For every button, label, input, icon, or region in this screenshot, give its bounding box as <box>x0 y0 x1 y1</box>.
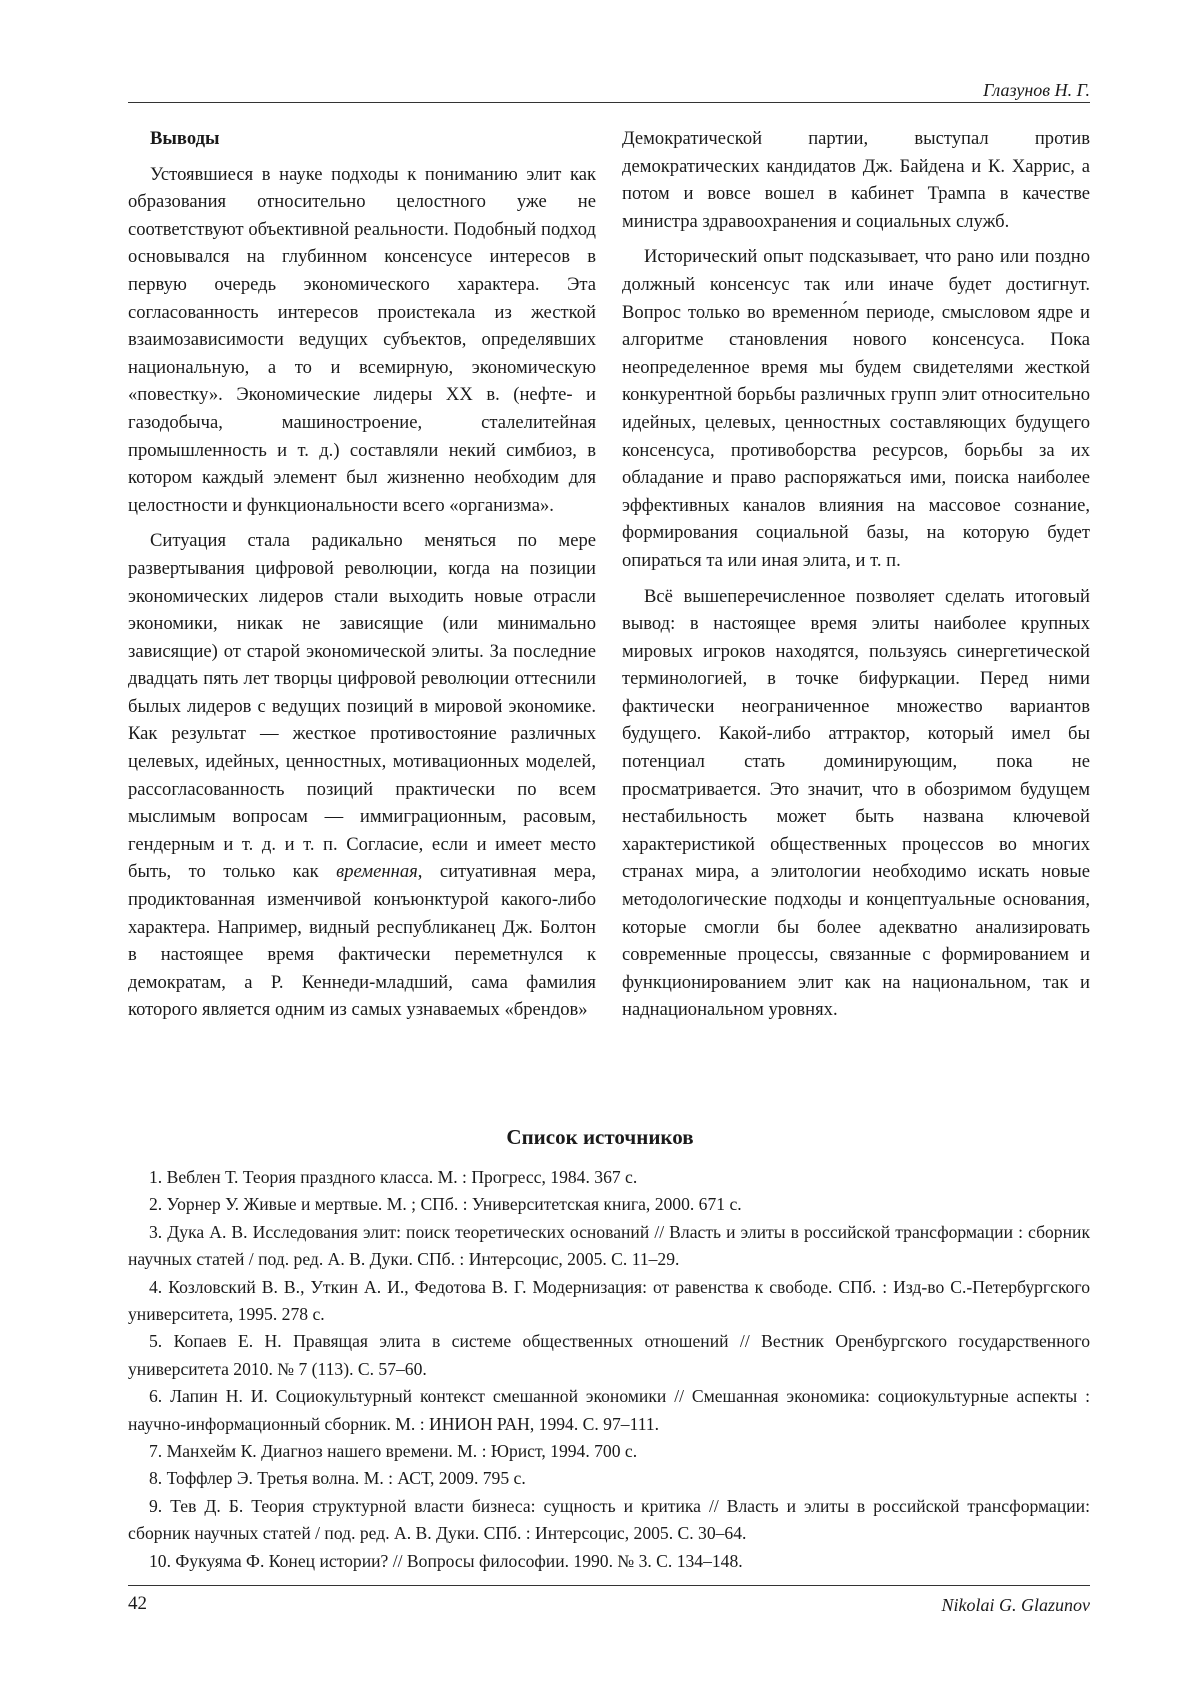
references-list <box>128 1164 1090 1575</box>
reference-item: 10. Фукуяма Ф. Конец истории? // Вопросы философии. 1990. № 3. С. 134–148. <box>149 1550 743 1571</box>
paragraph <box>128 527 596 1024</box>
right-column <box>622 125 1090 1032</box>
paragraph: Устоявшиеся в науке подходы к пониманию элит как образования относительно целостного уже не соответствуют объективной реальности. Подобный подход основывался на глубинном консенсусе интересов в первую очередь экономического характера. Эта согласованность интересов проистекала из жесткой взаимозависимости ведущих субъектов, определявших национальную, а то и всемирную, экономическую «повестку». Экономические лидеры XX в. (нефте- и газодобыча, машиностроение, сталелитейная промышленность и т. д.) составляли некий симбиоз, в котором каждый элемент был жизненно необходим для целостности и функциональности всего «организма». <box>128 163 596 516</box>
paragraph: Исторический опыт подсказывает, что рано или поздно должный консенсус так или иначе будет достигнут. Вопрос только во временно́м периоде, смысловом ядре и алгоритме становления нового консенсуса. Пока неопределенное время мы будем свидетелями жесткой конкурентной борьбы различных групп элит относительно идейных, целевых, ценностных составляющих будущего консенсуса, противоборства ресурсов, борьбы за их обладание и право распоряжаться ими, поиска наиболее эффективных каналов влияния на массовое сознание, формирования социальной базы, на которую будет опираться та или иная элита, и т. п. <box>622 246 1090 571</box>
paragraph-text: Ситуация стала радикально меняться по мере развертывания цифровой революции, когда на позиции экономических лидеров стали выходить новые отрасли экономики, никак не зависящие (или минимально зависящие) от старой экономической элиты. За последние двадцать пять лет творцы цифровой революции оттеснили былых лидеров с ведущих позиций в мировой экономике. Как результат — жесткое противостояние различных целевых, идейных, ценностных, мотивационных моделей, рассогласованность позиций практически по всем мыслимым вопросам — иммиграционным, расовым, гендерным и т. д. и т. п. Согласие, если и имеет место быть, то только как <box>128 530 596 883</box>
reference-item: 6. Лапин Н. И. Социокультурный контекст смешанной экономики // Смешанная экономика: социокультурные аспекты : научно-информационный сборник. М. : ИНИОН РАН, 1994. С. 97–111. <box>128 1386 1090 1434</box>
references-title: Список источников <box>506 1125 694 1149</box>
reference-item: 8. Тоффлер Э. Третья волна. М. : АСТ, 2009. 795 с. <box>149 1468 526 1489</box>
italic-word: временная <box>336 861 418 883</box>
reference-item: 9. Тев Д. Б. Теория структурной власти бизнеса: сущность и критика // Власть и элиты в российской трансформации: сборник научных статей / под. ред. А. В. Дуки. СПб. : Интерсоцис, 2005. С. 30–64. <box>128 1495 1090 1544</box>
reference-item: 5. Копаев Е. Н. Правящая элита в системе общественных отношений // Вестник Оренбургского государственного университета 2010. № 7 (113). С. 57–60. <box>128 1331 1090 1379</box>
left-column <box>128 125 596 1032</box>
reference-item: 3. Дука А. В. Исследования элит: поиск теоретических оснований // Власть и элиты в российской трансформации : сборник научных статей / под. ред. А. В. Дуки. СПб. : Интерсоцис, 2005. С. 11–29. <box>128 1221 1090 1270</box>
reference-item: 4. Козловский В. В., Уткин А. И., Федотова В. Г. Модернизация: от равенства к свободе. СПб. : Изд-во С.-Петербургского университета, 1995. 278 с. <box>128 1276 1090 1325</box>
reference-item: 2. Уорнер У. Живые и мертвые. М. ; СПб. : Университетская книга, 2000. 671 с. <box>149 1194 742 1215</box>
reference-item: 1. Веблен Т. Теория праздного класса. М. : Прогресс, 1984. 367 с. <box>149 1167 638 1187</box>
paragraph-text: , ситуативная мера, продиктованная изменчивой конъюнктурой какого-либо характера. Например, видный республиканец Дж. Болтон в настоящее время фактически переметнулся к демократам, а Р. Кеннеди-младший, сама фамилия которого является одним из самых узнаваемых «брендов» <box>128 861 596 1021</box>
running-head: Глазунов Н. Г. <box>983 80 1090 100</box>
footer-rule <box>128 1585 1090 1586</box>
page-number: 42 <box>128 1593 147 1614</box>
reference-item: 7. Манхейм К. Диагноз нашего времени. М. : Юрист, 1994. 700 с. <box>149 1441 638 1462</box>
paragraph: Демократической партии, выступал против демократических кандидатов Дж. Байдена и К. Харрис, а потом и вовсе вошел в кабинет Трампа в качестве министра здравоохранения и социальных служб. <box>622 128 1090 232</box>
header-rule <box>128 102 1090 103</box>
footer-author: Nikolai G. Glazunov <box>941 1595 1090 1615</box>
paragraph: Всё вышеперечисленное позволяет сделать итоговый вывод: в настоящее время элиты наиболее крупных мировых игроков находятся, пользуясь синергетической терминологией, в точке бифуркации. Перед ними фактически неограниченное множество вариантов будущего. Какой-либо аттрактор, который имел бы потенциал стать доминирующим, пока не просматривается. Это значит, что в обозримом будущем нестабильность может быть названа ключевой характеристикой общественных процессов во многих странах мира, а элитологии необходимо искать новые методологические подходы и концептуальные основания, которые смогли бы более адекватно анализировать современные процессы, связанные с формированием и функционированием элит как на национальном, так и наднациональном уровнях. <box>622 585 1090 1021</box>
section-title: Выводы <box>150 128 220 149</box>
